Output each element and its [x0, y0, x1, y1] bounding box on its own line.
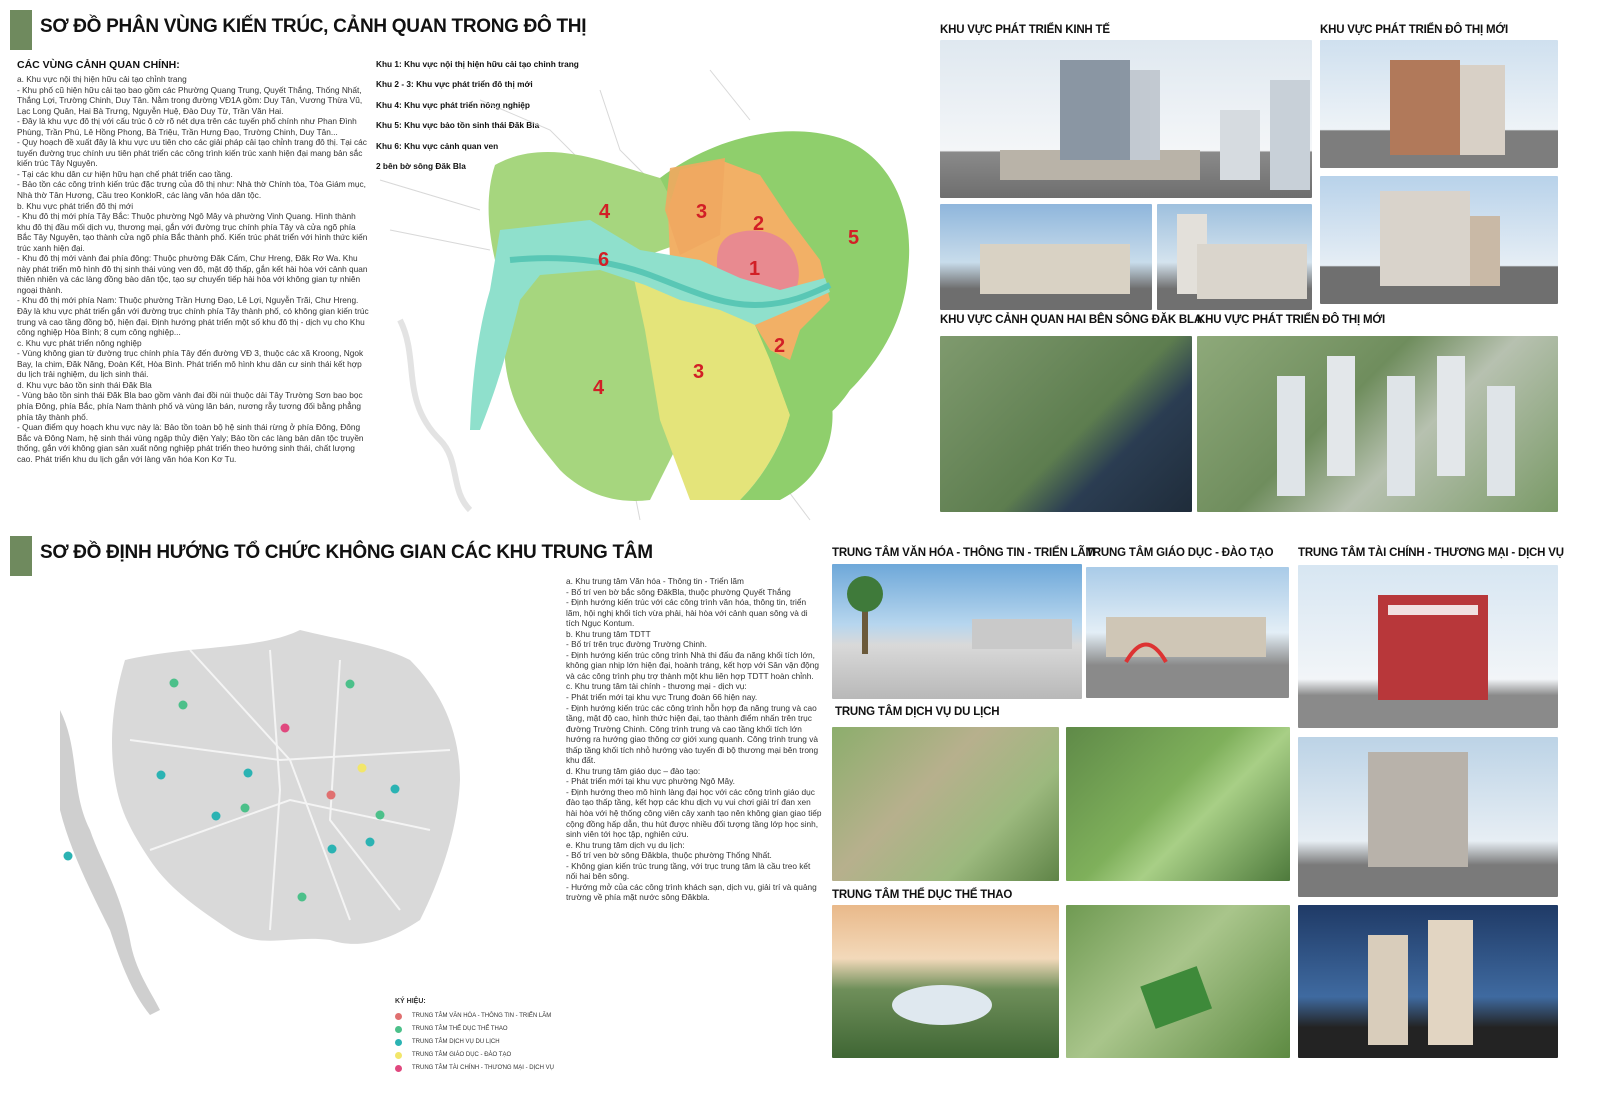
campus-rendering [1086, 567, 1289, 698]
zone-number-6: 6 [598, 249, 610, 271]
center-dot-finance [281, 724, 290, 733]
center-dot-sport-5 [376, 811, 385, 820]
key-label-finance: TRUNG TÂM TÀI CHÍNH - THƯƠNG MẠI - DỊCH VỤ [412, 1065, 554, 1071]
photo-tourism-aerial-1 [832, 727, 1059, 881]
sport-field-rendering [1066, 905, 1290, 1058]
key-label-culture: TRUNG TÂM VĂN HÓA - THÔNG TIN - TRIỂN LÃM [412, 1013, 552, 1019]
key-label-tourism: TRUNG TÂM DỊCH VỤ DU LỊCH [412, 1039, 500, 1045]
caption-culture-center: TRUNG TÂM VĂN HÓA - THÔNG TIN - TRIỂN LÃM [832, 547, 1095, 559]
caption-sport-center: TRUNG TÂM THỂ DỤC THỂ THAO [832, 889, 1013, 901]
section2-accent-bar [10, 536, 32, 576]
map-key-title: KÝ HIỆU: [395, 998, 426, 1005]
key-label-education: TRUNG TÂM GIÁO DỤC - ĐÀO TẠO [412, 1052, 512, 1058]
zone-number-5: 5 [848, 227, 860, 249]
center-dot-sport-1 [170, 679, 179, 688]
tower-rendering [1320, 40, 1558, 168]
key-dot-finance [395, 1065, 402, 1072]
center-dot-sport-2 [346, 680, 355, 689]
shophouse-rendering [1157, 204, 1312, 310]
section1-title: SƠ ĐỒ PHÂN VÙNG KIẾN TRÚC, CẢNH QUAN TRONG ĐÔ THỊ [40, 16, 587, 37]
towers-aerial-rendering [1197, 336, 1558, 512]
photo-new-urban-tower-2 [1320, 176, 1558, 304]
center-dot-tourism-4 [391, 785, 400, 794]
zone-legend-5: Khu 6: Khu vực cảnh quan ven [376, 141, 499, 151]
photo-finance-mall [1298, 565, 1558, 728]
key-dot-culture [395, 1013, 402, 1020]
section1-body-text: a. Khu vực nội thị hiện hữu cải tạo chỉnh trang - Khu phố cũ hiện hữu cải tạo bao gồm các Phường Quang Trung, Quyết Thắng, Thống Nhất, Thắng Lợi, Trường Chinh, Duy Tân. Nằm trong đường VĐ1A gồm: Duy Tân, Vương Thừa Vũ, Lạc Long Quân, Hai Bà Trưng, Nguyễn Huệ, Đào Duy Từ, Trần Văn Hai. - Đây là khu vực đô thị với cấu trúc ô cờ rõ nét dựa trên các tuyến phố chính như Phan Đình Phùng, Trần Phú, Lê Hồng Phong, Bà Triệu, Trần Hưng Đạo, Trường Chinh, Duy Tân... - Quy hoạch đề xuất đây là khu vực ưu tiên cho các giải pháp cải tạo chỉnh trang đô thị. Tại các tuyến đường trục chính ưu tiên phát triển các công trình kiến trúc xanh hiện đại mang bản sắc kiến trúc Tây Nguyên. - Tại các khu dân cư hiện hữu hạn chế phát triển cao tầng. - Bảo tồn các công trình kiến trúc đặc trưng của đô thị như: Nhà thờ Chính tòa, Tòa Giám mục, Nhà thờ Tân Hương, Cầu treo KonkloR, các làng văn hóa dân tộc. b. Khu vực phát triển đô thị mới - Khu đô thị mới phía Tây Bắc: Thuộc phường Ngô Mây và phường Vinh Quang. Hình thành khu đô thị đầu mối dịch vụ, thương mại, gắn với đường trục chính phía Tây và cửa ngõ phía Bắc Tây Nguyên, tạo thành cửa ngõ phía Bắc thành phố. Kiến trúc phát triển với hình thức kiến trúc xanh hiện đại. - Khu đô thị mới vành đai phía đông: Thuộc phường Đăk Cấm, Chư Hreng, Đăk Rơ Wa. Khu này phát triển mô hình đô thị sinh thái vùng ven đô, mật độ thấp, gắn kết hài hòa với cảnh quan thiên nhiên và các làng đồng bào dân tộc, tạo sự chuyển tiếp hài hòa với không gian tự nhiên ngoại thành. - Khu đô thị mới phía Nam: Thuộc phường Trần Hưng Đạo, Lê Lợi, Nguyễn Trãi, Chư Hreng. Đây là khu vực phát triển gắn với đường trục chính phía Tây thành phố, có không gian kiến trúc trung và cao tầng đồng bộ, hiện đại. Định hướng phát triển một số khu đô thị - dịch vụ cho Khu công nghiệp Hòa Bình; 8 cụm công nghiệp... c. Khu vực phát triển nông nghiệp - Vùng không gian từ đường trục chính phía Tây đến đường VĐ 3, thuộc các xã Kroong, Ngok Bay, Ia chim, Đăk Năng, Đoàn Kết, Hòa Bình. Phát triển mô hình khu dân cư sinh thái kết hợp du lịch trải nghiệm, du lịch sinh thái. d. Khu vực bảo tồn sinh thái Đăk Bla - Vùng bảo tồn sinh thái Đăk Bla bao gồm vành đai đồi núi thuộc dải Tây Trường Sơn bao bọc phía Đông, phía Bắc, phía Nam thành phố và vùng lân bán, nương rẫy tương đối bằng phẳng phía tây thành phố. - Quan điểm quy hoạch khu vực này là: Bảo tồn toàn bộ hệ sinh thái rừng ở phía Đông, Đông Bắc và Đông Nam, hệ sinh thái vùng ngập thủy điện Yaly; Bảo tồn các làng bản dân tộc truyền thống, gắn với không gian sản xuất nông nghiệp phát triển theo hướng sinh thái, chất lượng cao. Phát triển khu du lịch gắn với làng văn hóa Kon Kơ Tu. [17, 74, 369, 464]
photo-culture-plaza [832, 564, 1082, 699]
centers-map [40, 590, 560, 1050]
photo-sport-stadium [832, 905, 1059, 1058]
zone-number-4a: 4 [599, 201, 611, 223]
photo-finance-office [1298, 737, 1558, 897]
photo-new-urban-aerial [1197, 336, 1558, 512]
center-dot-tourism-1 [157, 771, 166, 780]
zone-number-3a: 3 [696, 201, 708, 223]
caption-economic-zone: KHU VỰC PHÁT TRIỂN KINH TẾ [940, 24, 1110, 36]
section2-body-text: a. Khu trung tâm Văn hóa - Thông tin - Triển lãm - Bố trí ven bờ bắc sông ĐăkBla, thuộc phường Quyết Thắng - Định hướng kiến trúc với các công trình văn hóa, thông tin, triển lãm, hội nghị khối tích vừa phải, hài hòa với cảnh quan sông và di tích Ngục Kontum. b. Khu trung tâm TDTT - Bố trí trên trục đường Trường Chinh. - Định hướng kiến trúc công trình Nhà thi đấu đa năng khối tích lớn, không gian nhịp lớn hiện đại, hoành tráng, kết hợp với Sân vận động và các công trình phụ trợ thành một khu liên hợp TDTT hoàn chỉnh. c. Khu trung tâm tài chính - thương mại - dịch vụ: - Phát triển mới tại khu vực Trung đoàn 66 hiện nay. - Định hướng kiến trúc các công trình hỗn hợp đa năng trung và cao tầng, mật độ cao, hình thức hiện đại, tạo thành điểm nhấn trên trục đường Trường Chinh. Công trình trung và cao tầng khối tích lớn hướng ra hướng giao thông cơ giới xung quanh. Công trình trung và thấp tầng khối tích nhỏ hướng vào tuyến đi bộ thương mại bên trong khu đất. d. Khu trung tâm giáo dục – đào tạo: - Phát triển mới tại khu vực phường Ngô Mây. - Định hướng theo mô hình làng đại học với các công trình giáo dục đào tạo thấp tầng, kết hợp các khu dịch vụ vui chơi giải trí đan xen hài hòa với hệ thống công viên cây xanh tạo nên không gian giao tiếp cộng đồng hấp dẫn, thu hút được nhiều đối tượng tầng lớp học sinh, sinh viên tới học tập, nghiên cứu. e. Khu trung tâm dịch vụ du lịch: - Bố trí ven bờ sông Đăkbla, thuộc phường Thống Nhất. - Không gian kiến trúc trung tầng, với trục trung tâm là cầu treo kết nối hai bên sông. - Hướng mở của các công trình khách sạn, dịch vụ, giải trí và quảng trường về phía mặt nước sông Đăkbla. [566, 576, 822, 903]
section2-title: SƠ ĐỒ ĐỊNH HƯỚNG TỔ CHỨC KHÔNG GIAN CÁC KHU TRUNG TÂM [40, 542, 653, 563]
key-dot-tourism [395, 1039, 402, 1046]
zone-legend-1: Khu 1: Khu vực nội thị hiện hữu cải tạo chỉnh trang [376, 59, 579, 69]
center-dot-tourism-2 [244, 769, 253, 778]
caption-tourism-center: TRUNG TÂM DỊCH VỤ DU LỊCH [835, 706, 1000, 718]
zone-number-4b: 4 [593, 377, 605, 399]
zone-legend-2: Khu 2 - 3: Khu vực phát triển đô thị mới [376, 79, 533, 89]
center-dot-sport-3 [179, 701, 188, 710]
zone-legend-6: 2 bên bờ sông Đăk Bla [376, 161, 466, 171]
center-dot-tourism-3 [212, 812, 221, 821]
office-rendering [1298, 737, 1558, 897]
photo-sport-campus [1066, 905, 1290, 1058]
center-dot-sport-6 [298, 893, 307, 902]
center-dot-tourism-5 [366, 838, 375, 847]
photo-shophouse-1 [940, 204, 1152, 310]
caption-new-urban-zone-2: KHU VỰC PHÁT TRIỂN ĐÔ THỊ MỚI [1197, 314, 1385, 326]
centers-map-city-area [112, 630, 460, 944]
caption-riverside-zone: KHU VỰC CẢNH QUAN HAI BÊN SÔNG ĐĂK BLA [940, 314, 1202, 326]
center-dot-tourism-7 [64, 852, 73, 861]
photo-riverside-aerial [940, 336, 1192, 512]
tower-rendering [1320, 176, 1558, 304]
zone-number-2b: 2 [774, 335, 786, 357]
section1-accent-bar [10, 10, 32, 50]
zone-number-1: 1 [749, 258, 761, 280]
photo-shophouse-2 [1157, 204, 1312, 310]
caption-finance-center: TRUNG TÂM TÀI CHÍNH - THƯƠNG MẠI - DỊCH VỤ [1298, 547, 1564, 559]
photo-finance-towers [1298, 905, 1558, 1058]
center-dot-sport-4 [241, 804, 250, 813]
section1-subtitle: CÁC VÙNG CẢNH QUAN CHÍNH: [17, 59, 180, 71]
key-label-sport: TRUNG TÂM THỂ DỤC THỂ THAO [412, 1026, 508, 1032]
shophouse-rendering [940, 204, 1152, 310]
photo-economic-tower [940, 40, 1312, 198]
zoning-map [360, 60, 935, 525]
key-dot-sport [395, 1026, 402, 1033]
center-dot-tourism-6 [328, 845, 337, 854]
caption-new-urban-zone-1: KHU VỰC PHÁT TRIỂN ĐÔ THỊ MỚI [1320, 24, 1508, 36]
plaza-rendering [832, 564, 1082, 699]
tower-rendering [940, 40, 1312, 198]
towers-night-rendering [1298, 905, 1558, 1058]
center-dot-culture [327, 791, 336, 800]
zone-number-2a: 2 [753, 213, 765, 235]
photo-new-urban-tower-1 [1320, 40, 1558, 168]
mall-rendering [1298, 565, 1558, 728]
key-dot-education [395, 1052, 402, 1059]
center-dot-education [358, 764, 367, 773]
zone-legend-3: Khu 4: Khu vực phát triển nông nghiệp [376, 100, 530, 110]
photo-education-campus [1086, 567, 1289, 698]
zone-number-3b: 3 [693, 361, 705, 383]
stadium-rendering [832, 905, 1059, 1058]
caption-education-center: TRUNG TÂM GIÁO DỤC - ĐÀO TẠO [1086, 547, 1274, 559]
zone-legend-4: Khu 5: Khu vực bảo tồn sinh thái Đăk Bla [376, 120, 540, 130]
photo-tourism-golf [1066, 727, 1290, 881]
